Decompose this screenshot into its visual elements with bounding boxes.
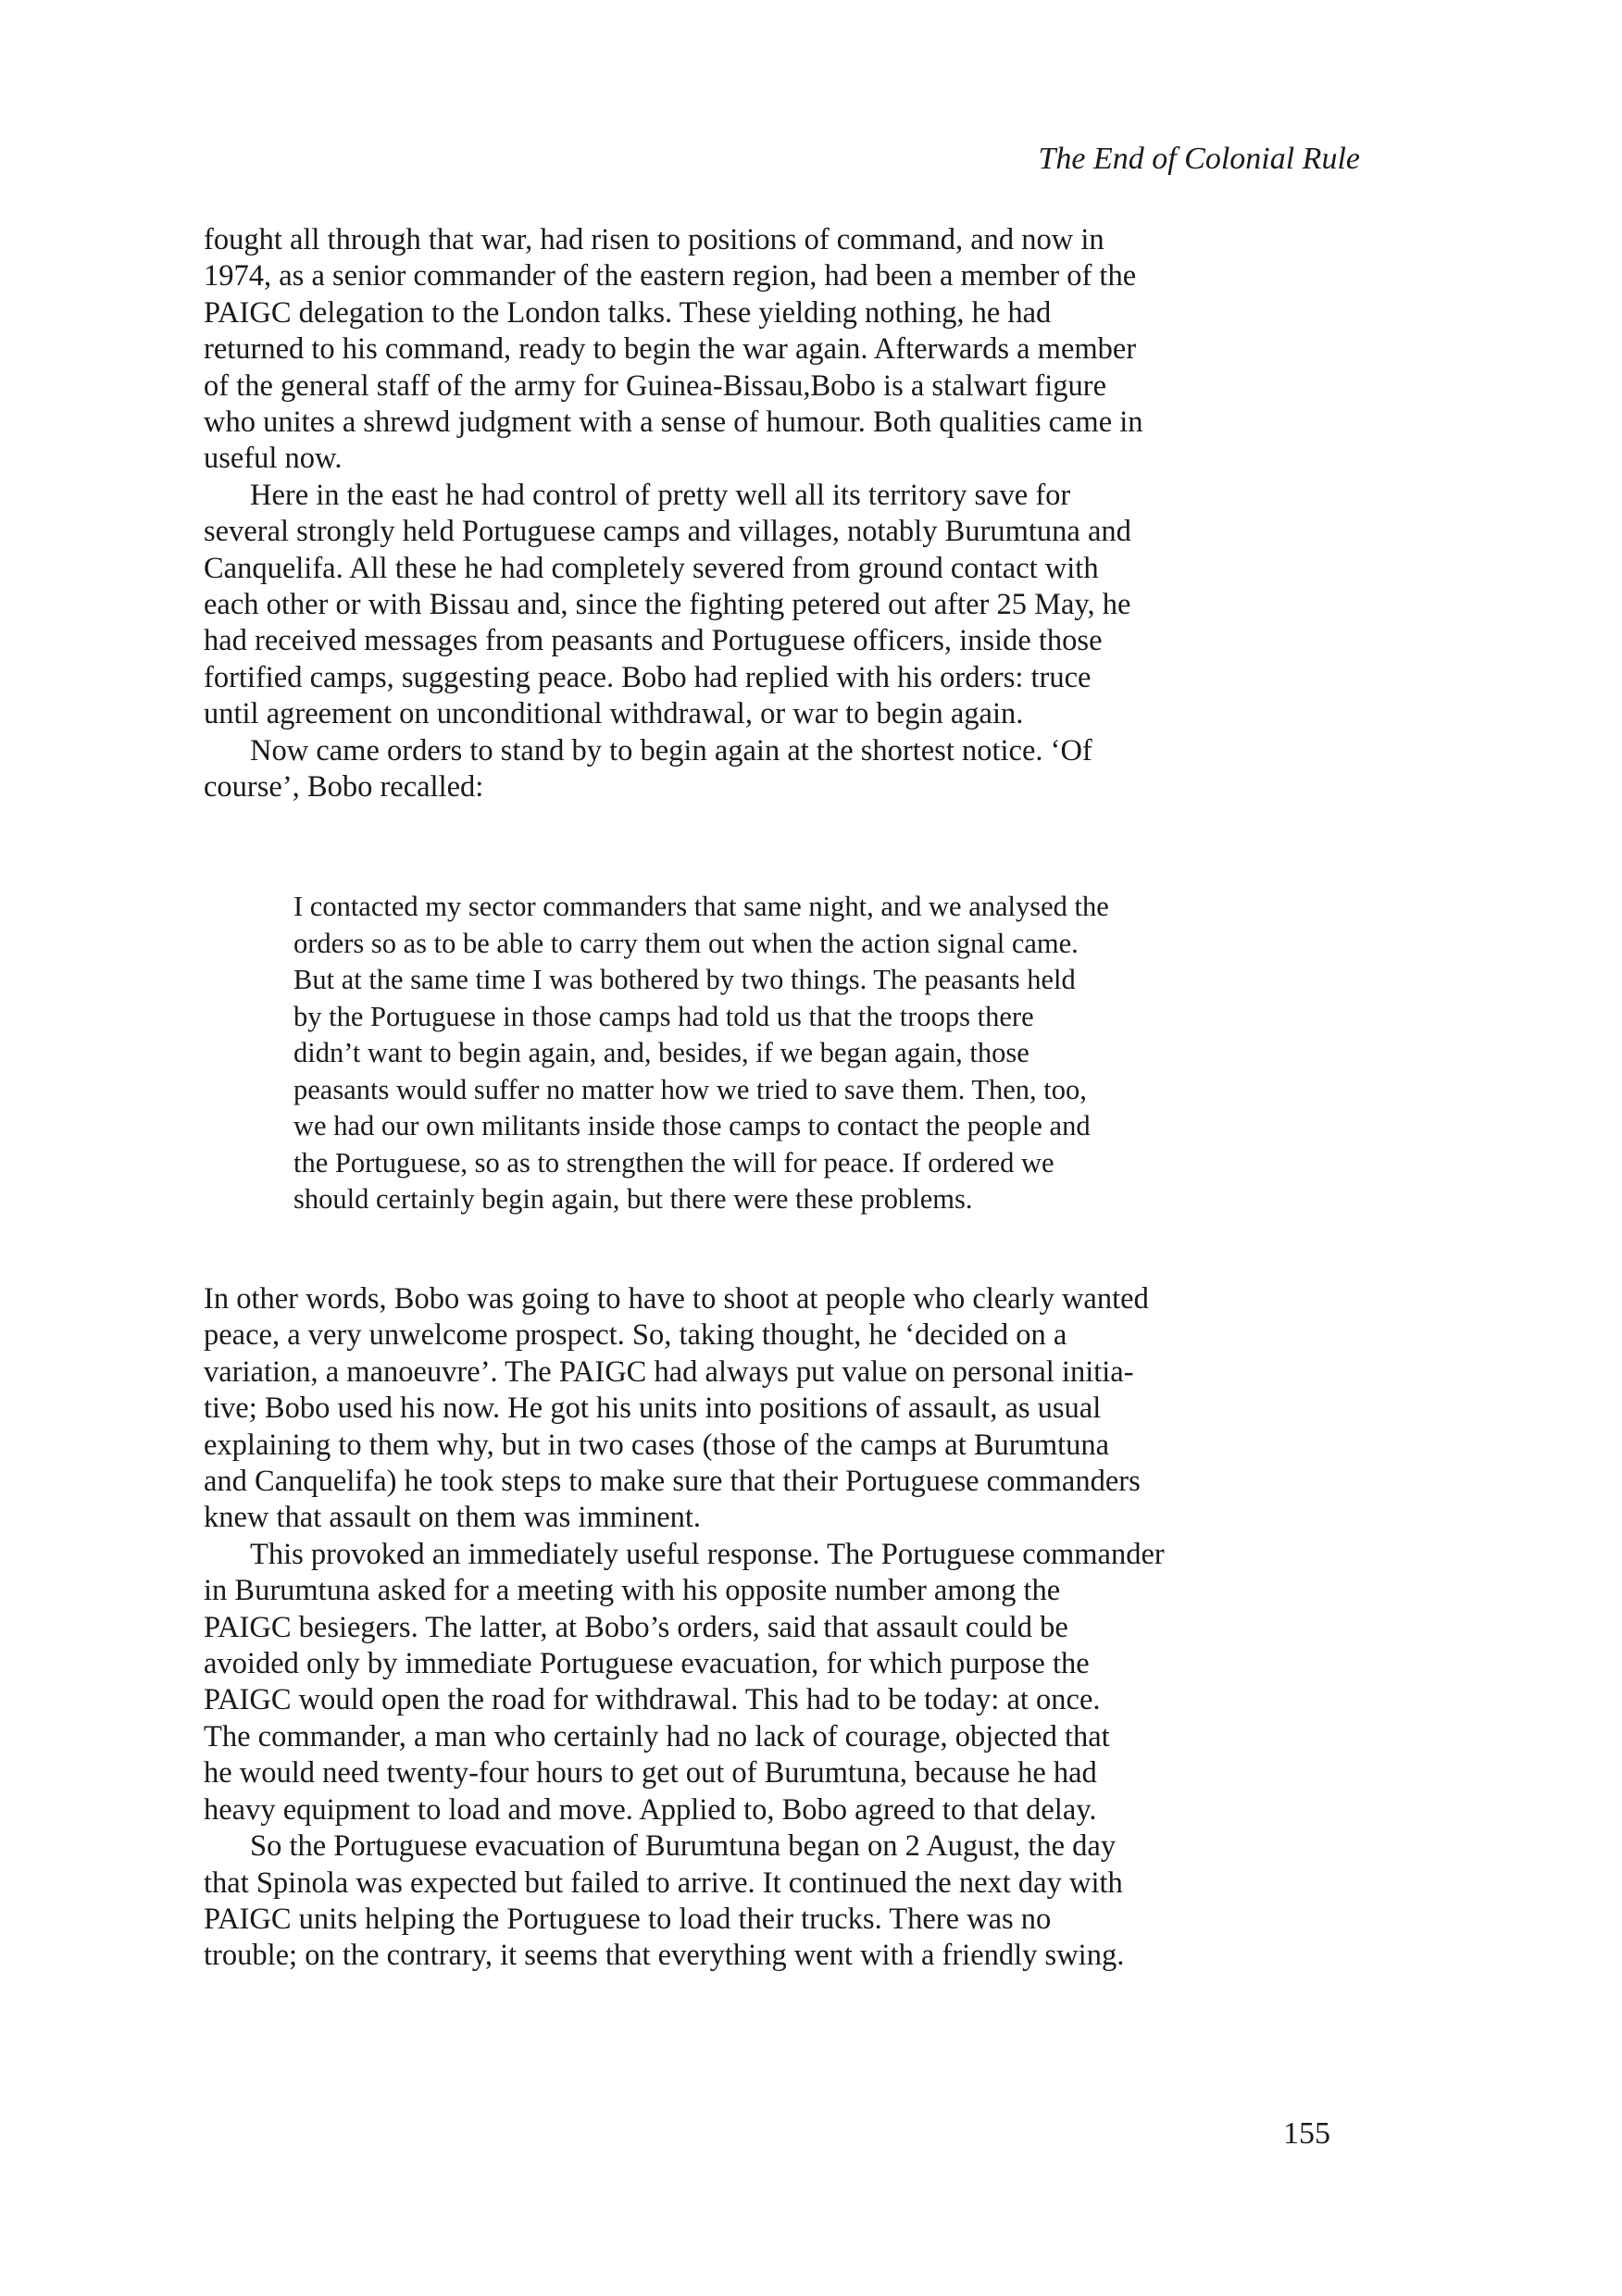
text-line: fortified camps, suggesting peace. Bobo had replied with his orders: truce [204, 660, 1092, 694]
text-line: The commander, a man who certainly had no lack of courage, objected that [204, 1719, 1110, 1753]
text-line: in Burumtuna asked for a meeting with his opposite number among the [204, 1574, 1061, 1608]
text-line: several strongly held Portuguese camps and villages, notably Burumtuna and [204, 515, 1131, 549]
text-line: fought all through that war, had risen to positions of command, and now in [204, 223, 1104, 256]
quote-line: didn’t want to begin again, and, besides, if we began again, those [293, 1037, 1029, 1068]
quote-line: by the Portuguese in those camps had told us that the troops there [293, 1000, 1034, 1032]
text-line: heavy equipment to load and move. Applied to, Bobo agreed to that delay. [204, 1792, 1097, 1827]
page-number: 155 [1283, 2116, 1330, 2151]
running-head: The End of Colonial Rule [1038, 142, 1360, 176]
block-quote [293, 889, 1367, 1218]
quote-line: the Portuguese, so as to strengthen the will for peace. If ordered we [293, 1146, 1054, 1179]
text-line: This provoked an immediately useful response. The Portuguese commander [250, 1537, 1165, 1571]
paragraph-1 [204, 222, 1370, 478]
paragraph-4 [204, 1281, 1370, 1537]
text-line: trouble; on the contrary, it seems that everything went with a friendly swing. [204, 1939, 1125, 1973]
quote-line: we had our own militants inside those camps to contact the people and [293, 1110, 1091, 1142]
text-line: tive; Bobo used his now. He got his units into positions of assault, as usual [204, 1391, 1102, 1426]
quote-line: should certainly begin again, but there were these problems. [293, 1183, 973, 1215]
text-line: Canquelifa. All these he had completely severed from ground contact with [204, 551, 1099, 585]
text-line: 1974, as a senior commander of the eastern region, had been a member of the [204, 259, 1137, 293]
text-line: of the general staff of the army for Guinea-Bissau,Bobo is a stalwart figure [204, 368, 1106, 403]
text-line: Now came orders to stand by to begin again at the shortest notice. ‘Of [250, 733, 1092, 767]
text-line: until agreement on unconditional withdrawal, or war to begin again. [204, 697, 1024, 731]
text-line: had received messages from peasants and Portuguese officers, inside those [204, 624, 1103, 658]
quote-line: I contacted my sector commanders that same night, and we analysed the [293, 891, 1109, 922]
quote-line: But at the same time I was bothered by two things. The peasants held [293, 964, 1076, 995]
text-line: who unites a shrewd judgment with a sense of humour. Both qualities came in [204, 406, 1143, 440]
text-line: PAIGC units helping the Portuguese to load their trucks. There was no [204, 1902, 1052, 1936]
text-line: that Spinola was expected but failed to arrive. It continued the next day with [204, 1866, 1123, 1900]
text-line: he would need twenty-four hours to get out of Burumtuna, because he had [204, 1756, 1097, 1791]
paragraph-5 [204, 1537, 1370, 1828]
text-line: peace, a very unwelcome prospect. So, taking thought, he ‘decided on a [204, 1318, 1067, 1353]
text-line: variation, a manoeuvre’. The PAIGC had always put value on personal initia- [204, 1354, 1134, 1389]
body-text-before-quote [204, 222, 1370, 806]
text-line: each other or with Bissau and, since the fighting petered out after 25 May, he [204, 588, 1131, 622]
paragraph-2 [204, 478, 1370, 733]
text-line: PAIGC besiegers. The latter, at Bobo’s orders, said that assault could be [204, 1610, 1068, 1644]
body-text-after-quote [204, 1281, 1370, 1975]
text-line: PAIGC delegation to the London talks. These yielding nothing, he had [204, 295, 1052, 330]
text-line: PAIGC would open the road for withdrawal. This had to be today: at once. [204, 1683, 1101, 1717]
text-line: knew that assault on them was imminent. [204, 1501, 702, 1535]
quote-line: peasants would suffer no matter how we tried to save them. Then, too, [293, 1073, 1087, 1105]
quote-line: orders so as to be able to carry them out when the action signal came. [293, 927, 1079, 959]
text-line: course’, Bobo recalled: [204, 770, 484, 805]
text-line: In other words, Bobo was going to have to shoot at people who clearly wanted [204, 1282, 1149, 1316]
text-line: returned to his command, ready to begin the war again. Afterwards a member [204, 332, 1137, 367]
paragraph-3 [204, 733, 1370, 806]
text-line: useful now. [204, 442, 343, 476]
paragraph-6 [204, 1828, 1370, 1975]
text-line: So the Portuguese evacuation of Burumtuna began on 2 August, the day [250, 1829, 1117, 1864]
text-line: explaining to them why, but in two cases (those of the camps at Burumtuna [204, 1428, 1110, 1462]
text-line: and Canquelifa) he took steps to make sure that their Portuguese commanders [204, 1465, 1141, 1499]
text-line: Here in the east he had control of pretty well all its territory save for [250, 478, 1071, 512]
text-line: avoided only by immediate Portuguese evacuation, for which purpose the [204, 1647, 1090, 1681]
